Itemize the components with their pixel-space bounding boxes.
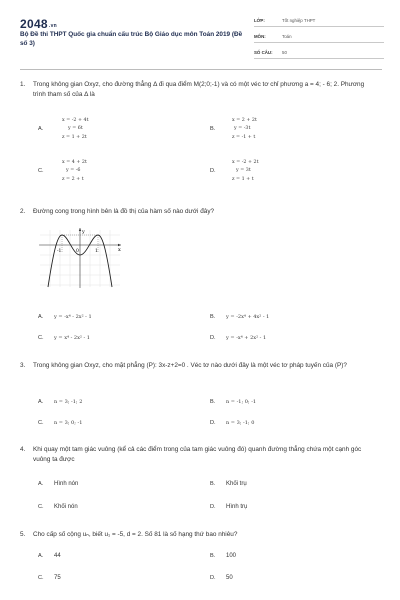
- option-b[interactable]: [210, 479, 360, 489]
- meta-value: 50: [282, 50, 287, 55]
- option-letter: A.: [38, 481, 44, 487]
- equation-line: z = 1 + t: [232, 177, 254, 182]
- option-text: y = -x⁴ + 2x² - 1: [226, 335, 267, 341]
- option-letter: B.: [210, 314, 216, 320]
- option-b-equations[interactable]: [232, 116, 292, 146]
- axis-label-y: y: [82, 229, 85, 235]
- question-text: Trong không gian Oxyz, cho mặt phẳng (P): 3x-z+2=0 . Véc tơ nào dưới đây là một véc tơ pháp tuyến của (P)?: [33, 362, 347, 369]
- option-c[interactable]: [38, 418, 188, 428]
- option-text: n = -1; 0; -1: [226, 399, 257, 405]
- option-d[interactable]: [210, 573, 360, 583]
- equation-line: z = -1 + t: [232, 135, 256, 140]
- option-b[interactable]: [210, 551, 360, 561]
- tick-label: 1: [95, 249, 98, 254]
- option-letter: B.: [210, 481, 216, 487]
- question-2-options: [20, 312, 380, 346]
- option-text: Hình nón: [54, 481, 79, 487]
- tick-label: -1: [57, 249, 62, 254]
- option-letter: B.: [210, 399, 216, 405]
- option-letter: D.: [210, 420, 216, 426]
- tick-label: 0: [76, 249, 79, 254]
- equation-line: x = -2 + 2t: [232, 160, 259, 165]
- meta-count-row: [254, 48, 384, 59]
- question-number: 1.: [20, 81, 26, 88]
- option-d[interactable]: [210, 502, 360, 512]
- option-text: 100: [226, 553, 237, 559]
- meta-label: LỚP:: [254, 18, 265, 23]
- option-d[interactable]: [210, 333, 360, 343]
- option-a-equations[interactable]: [62, 116, 122, 146]
- equation-line: x = -2 + 4t: [62, 118, 89, 123]
- option-a[interactable]: [38, 397, 188, 407]
- option-letter: D.: [210, 504, 216, 510]
- option-letter: B.: [210, 553, 216, 559]
- equation-line: x = 2 + 2t: [232, 118, 257, 123]
- document-title: Bộ Đề thi THPT Quốc gia chuẩn cấu trúc Bộ Giáo dục môn Toán 2019 (Đề số 3): [20, 31, 243, 47]
- question-text: Trong không gian Oxyz, cho đường thẳng Δ đi qua điểm M(2;0;-1) và có một véc tơ chỉ phương a = 4; - 6; 2. Phương trình tham số của Δ là: [33, 81, 365, 98]
- option-letter: D.: [210, 575, 216, 581]
- option-text: n = 3; -1; 0: [226, 420, 255, 426]
- meta-value: Tốt nghiệp THPT: [282, 18, 316, 23]
- option-text: 44: [54, 553, 61, 559]
- option-text: n = 3; 0; -1: [54, 420, 83, 426]
- question-number: 5.: [20, 531, 26, 538]
- option-b[interactable]: [210, 397, 360, 407]
- question-number: 4.: [20, 446, 26, 453]
- question-number: 3.: [20, 362, 26, 369]
- option-b[interactable]: [210, 312, 360, 322]
- question-text: Đường cong trong hình bên là đồ thị của hàm số nào dưới đây?: [33, 208, 215, 215]
- option-letter: C.: [38, 335, 44, 341]
- question-number: 2.: [20, 208, 26, 215]
- option-d[interactable]: [210, 418, 360, 428]
- axis-label-x: x: [118, 247, 121, 253]
- option-letter: C.: [38, 575, 44, 581]
- option-text: y = x⁴ - 2x² - 1: [54, 335, 90, 341]
- option-text: y = -x⁴ - 2x² - 1: [54, 314, 92, 320]
- equation-line: z = 1 + 2t: [62, 135, 87, 140]
- y-axis-arrow: [79, 228, 81, 231]
- header-divider: [20, 69, 382, 70]
- meta-label: SỐ CÂU:: [254, 50, 273, 55]
- option-letter[interactable]: A.: [38, 126, 44, 132]
- option-letter: C.: [38, 420, 44, 426]
- question-1: [20, 80, 380, 190]
- function-graph: [35, 225, 125, 290]
- document-header: [0, 0, 400, 66]
- option-c[interactable]: [38, 333, 188, 343]
- question-5: [20, 530, 380, 590]
- option-c[interactable]: [38, 573, 188, 583]
- question-text: Khi quay một tam giác vuông (kể cả các điểm trong của tam giác vuông đó) quanh đường thẳng chứa một cạnh góc vuông ta được: [33, 446, 362, 463]
- option-letter[interactable]: D.: [210, 168, 216, 174]
- option-letter: A.: [38, 314, 44, 320]
- equation-line: y = -3t: [234, 126, 251, 131]
- option-a[interactable]: [38, 479, 188, 489]
- meta-label: MÔN:: [254, 34, 266, 39]
- option-letter: A.: [38, 553, 44, 559]
- site-logo[interactable]: 2048.vn: [20, 17, 58, 31]
- equation-line: x = 4 + 2t: [62, 160, 87, 165]
- option-c[interactable]: [38, 502, 188, 512]
- option-c-equations[interactable]: [62, 158, 122, 188]
- question-2: [20, 207, 380, 219]
- meta-value: Toán: [282, 34, 292, 39]
- option-a[interactable]: [38, 551, 188, 561]
- option-text: Hình trụ: [226, 504, 248, 510]
- x-axis-arrow: [118, 244, 121, 246]
- option-letter[interactable]: C.: [38, 168, 44, 174]
- option-d-equations[interactable]: [232, 158, 292, 188]
- question-4: [20, 445, 380, 515]
- option-text: 75: [54, 575, 61, 581]
- option-letter: C.: [38, 504, 44, 510]
- equation-line: y = 3t: [236, 168, 251, 173]
- equation-line: y = -6: [66, 168, 81, 173]
- meta-class-row: [254, 16, 384, 27]
- option-text: Khối trụ: [226, 481, 247, 487]
- option-text: y = -2x⁴ + 4x² - 1: [226, 314, 270, 320]
- option-text: Khối nón: [54, 504, 78, 510]
- equation-line: y = 6t: [68, 126, 83, 131]
- meta-subject-row: [254, 32, 384, 43]
- option-text: n = 3; -1; 2: [54, 399, 83, 405]
- option-a[interactable]: [38, 312, 188, 322]
- meta-info: [254, 16, 384, 64]
- equation-line: z = 2 + t: [62, 177, 84, 182]
- question-3: [20, 361, 380, 431]
- option-letter: A.: [38, 399, 44, 405]
- option-letter[interactable]: B.: [210, 126, 216, 132]
- option-text: 50: [226, 575, 233, 581]
- question-text: Cho cấp số cộng uₙ, biết u₁ = -5, d = 2. Số 81 là số hạng thứ bao nhiêu?: [33, 531, 238, 538]
- option-letter: D.: [210, 335, 216, 341]
